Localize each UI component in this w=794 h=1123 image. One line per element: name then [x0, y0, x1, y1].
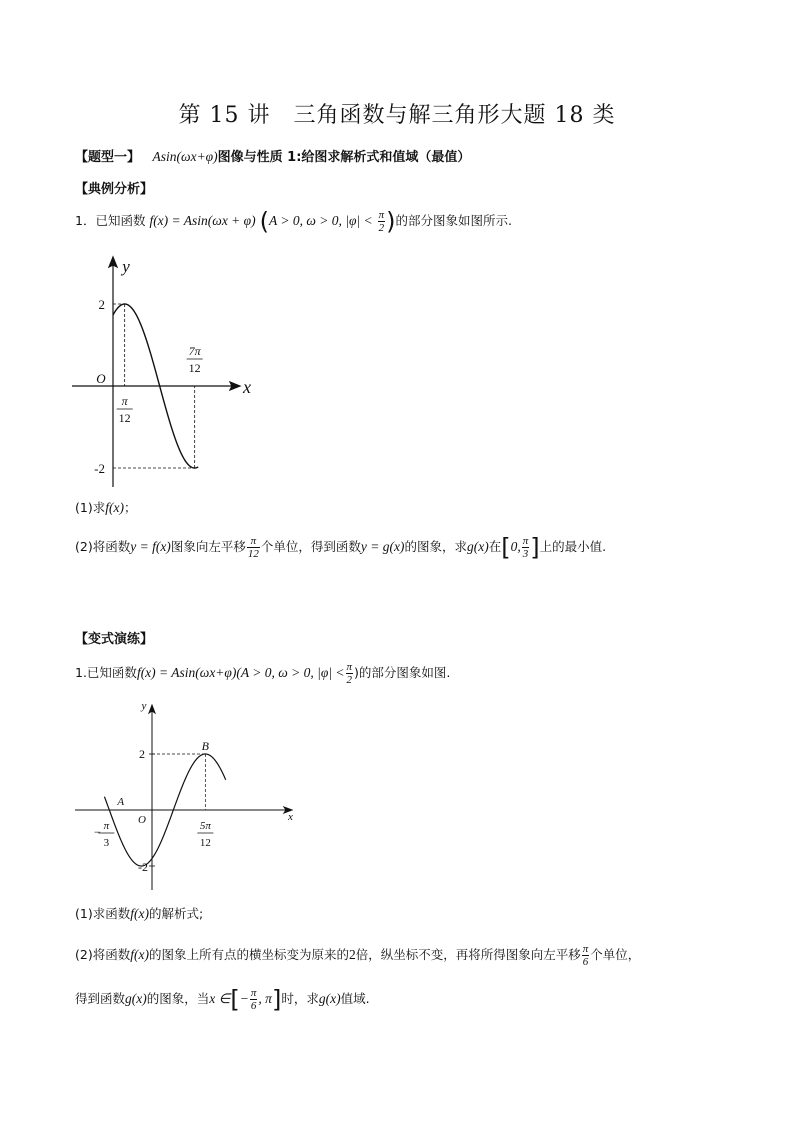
y-min-label: -2	[138, 860, 148, 874]
ex1-cond-frac: $\frac{\pi}{2}$	[378, 209, 385, 234]
ex1-q2: (2)将函数y = f(x)图象向左平移 $\frac{\pi}{12}$ 个单位，得到函数y = g(x)的图象，求g(x)在[0, $\frac{\pi}{3}$ ]上的最小值.	[75, 533, 607, 562]
section-variant: 【变式演练】	[75, 632, 154, 647]
tick-pi-12-den: 12	[118, 411, 131, 425]
ex1-prefix: 1．已知函数	[75, 213, 146, 228]
tick-left-sign: −	[93, 825, 101, 839]
type-heading	[75, 146, 470, 165]
x-label: x	[243, 377, 251, 397]
type-heading-label: 【题型一】	[75, 150, 141, 165]
ex1-suffix: 的部分图象如图所示.	[395, 213, 512, 228]
y-max-label: 2	[139, 747, 145, 761]
point-b-label: B	[201, 739, 210, 753]
x-label: x	[288, 811, 293, 823]
ex1-statement	[75, 206, 512, 237]
ex2-q1: (1)求函数f(x)的解析式;	[75, 906, 204, 921]
tick-7pi-12-den: 12	[188, 361, 201, 375]
y-min-label: -2	[94, 461, 105, 476]
graph-1	[70, 252, 260, 492]
tick-5pi-12-den: 12	[199, 837, 211, 849]
tick-7pi-12-num: 7π	[188, 344, 201, 358]
tick-5pi-12-num: 5π	[199, 820, 211, 832]
graph-2	[70, 695, 310, 895]
page-title: 第 15 讲 三角函数与解三角形大题 18 类	[178, 103, 616, 128]
paren-open: (	[259, 207, 269, 236]
origin-label: O	[96, 371, 106, 386]
tick-5pi-12	[197, 820, 213, 849]
y-axis-arrow	[109, 257, 117, 267]
ex2-statement: 1.已知函数f(x) = Asin(ωx+φ)(A > 0, ω > 0, |φ| < $\frac{\pi}{2}$ )的部分图象如图.	[75, 661, 451, 686]
tick-neg-pi-3-num: π	[103, 820, 110, 832]
type-heading-text: 图像与性质 1:给图求解析式和值域（最值）	[217, 150, 471, 165]
x-axis-arrow	[230, 382, 240, 390]
origin-label: O	[138, 814, 146, 826]
tick-pi-12-num: π	[121, 394, 128, 408]
type-heading-formula: Asin(ωx+φ)	[152, 149, 218, 164]
tick-neg-pi-3-den: 3	[103, 837, 110, 849]
ex1-cond: A > 0, ω > 0, |φ| <	[269, 213, 373, 228]
ex2-q2: (2)将函数f(x)的图象上所有点的横坐标变为原来的2倍，纵坐标不变，再将所得图象向左平移 $\frac{\pi}{6}$ 个单位，	[75, 943, 641, 968]
ex2-q2-cont: 得到函数g(x)的图象，当x ∈[− $\frac{\pi}{6}$ , π]时，求g(x)值域.	[75, 985, 370, 1014]
point-a-label: A	[117, 796, 125, 808]
ex1-q1: (1)求f(x)；	[75, 500, 137, 515]
y-label: y	[122, 257, 130, 276]
tick-pi-12	[117, 394, 133, 425]
section-example: 【典例分析】	[75, 182, 154, 197]
tick-7pi-12	[187, 344, 203, 375]
paren-close: )	[386, 207, 396, 236]
y-label: y	[141, 700, 147, 712]
y-max-label: 2	[98, 297, 105, 312]
ex1-func: f(x) = Asin(ωx + φ)	[149, 213, 256, 228]
